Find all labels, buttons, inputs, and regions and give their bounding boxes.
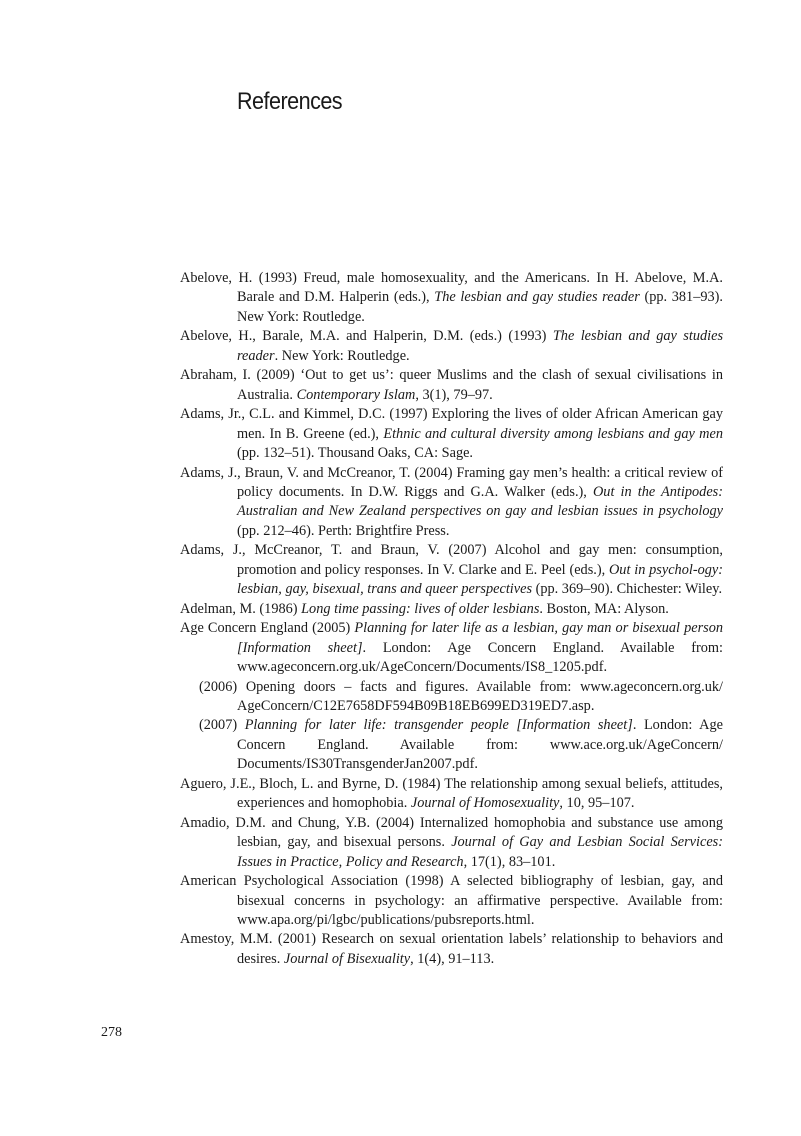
reference-title: Journal of Gay and Lesbian Social Services: Issues in Practice, Policy and Research [237, 834, 723, 870]
reference-text: , 3(1), 79–97. [415, 386, 493, 403]
page-number: 278 [101, 1025, 122, 1040]
reference-text: (pp. 212–46). Perth: Brightfire Press. [237, 522, 450, 539]
reference-text: Aguero, J.E., Bloch, L. and Byrne, D. (1984) The relationship among sexual beliefs, attitudes, experiences and homophobia. [180, 775, 723, 812]
reference-entry [180, 464, 723, 542]
reference-text: . London: Age Concern England. Available from: www.ace.org.uk/AgeConcern/ Documents/IS30TransgenderJan2007.pdf. [237, 717, 723, 773]
reference-title: Journal of Homosexuality [410, 795, 560, 812]
reference-entry [180, 366, 723, 405]
reference-text: (pp. 132–51). Thousand Oaks, CA: Sage. [237, 445, 474, 462]
reference-entry [180, 269, 723, 327]
reference-title: Contemporary Islam [296, 386, 416, 403]
reference-entry [180, 775, 723, 814]
reference-text: Abraham, I. (2009) ‘Out to get us’: queer Muslims and the clash of sexual civilisations in Australia. [180, 367, 723, 403]
reference-text: (pp. 381–93). New York: Routledge. [237, 289, 723, 325]
reference-text: Adams, Jr., C.L. and Kimmel, D.C. (1997) Exploring the lives of older African American gay men. In B. Greene (ed.), [180, 406, 723, 442]
reference-title: Journal of Bisexuality [283, 950, 411, 967]
reference-text: (2006) Opening doors – facts and figures. Available from: www.ageconcern.org.uk/ AgeConcern/C12E7658DF594B09B18EB699ED319ED7.asp. [199, 678, 723, 714]
reference-title: Planning for later life: transgender people [Information sheet] [244, 717, 633, 734]
reference-title: Planning for later life as a lesbian, gay man or bisexual person [Information sheet] [237, 620, 723, 656]
reference-title: Ethnic and cultural diversity among lesbians and gay men [383, 425, 723, 442]
reference-title: The lesbian and gay studies reader [434, 289, 640, 306]
reference-title: Long time passing: lives of older lesbians [301, 600, 540, 617]
reference-text: Adams, J., Braun, V. and McCreanor, T. (2004) Framing gay men’s health: a critical review of policy documents. In D.W. Riggs and G.A. Walker (eds.), [180, 464, 723, 500]
reference-title: The lesbian and gay studies reader [237, 328, 724, 364]
reference-text: Amadio, D.M. and Chung, Y.B. (2004) Internalized homophobia and substance use among lesbian, gay, and bisexual persons. [180, 814, 723, 851]
reference-title: Out in the Antipodes: Australian and New Zealand perspectives on gay and lesbian issues in psychology [237, 483, 723, 520]
reference-text: Amestoy, M.M. (2001) Research on sexual orientation labels’ relationship to behaviors and desires. [180, 931, 723, 967]
reference-text: Adams, J., McCreanor, T. and Braun, V. (2007) Alcohol and gay men: consumption, promotion and policy responses. In V. Clarke and E. Peel (eds.), [180, 542, 723, 578]
reference-entry [180, 678, 723, 717]
reference-title: Out in psychol-ogy: lesbian, gay, bisexual, trans and queer perspectives [237, 561, 723, 598]
reference-entry [180, 327, 723, 366]
reference-entry [180, 930, 723, 969]
reference-text: . New York: Routledge. [274, 347, 410, 364]
reference-text: , 10, 95–107. [559, 795, 635, 812]
reference-text: . London: Age Concern England. Available from: www.ageconcern.org.uk/AgeConcern/Documents/IS8_1205.pdf. [237, 639, 723, 676]
reference-entry [180, 600, 723, 619]
reference-text: American Psychological Association (1998) A selected bibliography of lesbian, gay, and bisexual concerns in psychology: an affirmative perspective. Available from: www.apa.org/pi/lgbc/publications/pubsreports.html. [180, 873, 723, 928]
reference-text: Abelove, H. (1993) Freud, male homosexuality, and the Americans. In H. Abelove, M.A. Barale and D.M. Halperin (eds.), [180, 270, 723, 306]
reference-entry [180, 814, 723, 872]
reference-list [180, 269, 723, 969]
page-heading: References [237, 88, 343, 115]
reference-text: Age Concern England (2005) [180, 620, 355, 637]
reference-text: Abelove, H., Barale, M.A. and Halperin, D.M. (eds.) (1993) [180, 328, 553, 345]
reference-text: Adelman, M. (1986) [180, 600, 302, 617]
reference-text: , 1(4), 91–113. [410, 950, 495, 967]
reference-text: (pp. 369–90). Chichester: Wiley. [532, 581, 723, 598]
reference-text: , 17(1), 83–101. [463, 853, 556, 870]
reference-entry [180, 872, 723, 930]
reference-text: (2007) [199, 717, 245, 734]
reference-text: . Boston, MA: Alyson. [539, 600, 669, 617]
reference-entry [180, 619, 723, 677]
reference-entry [180, 716, 723, 774]
reference-entry [180, 405, 723, 463]
reference-entry [180, 541, 723, 599]
